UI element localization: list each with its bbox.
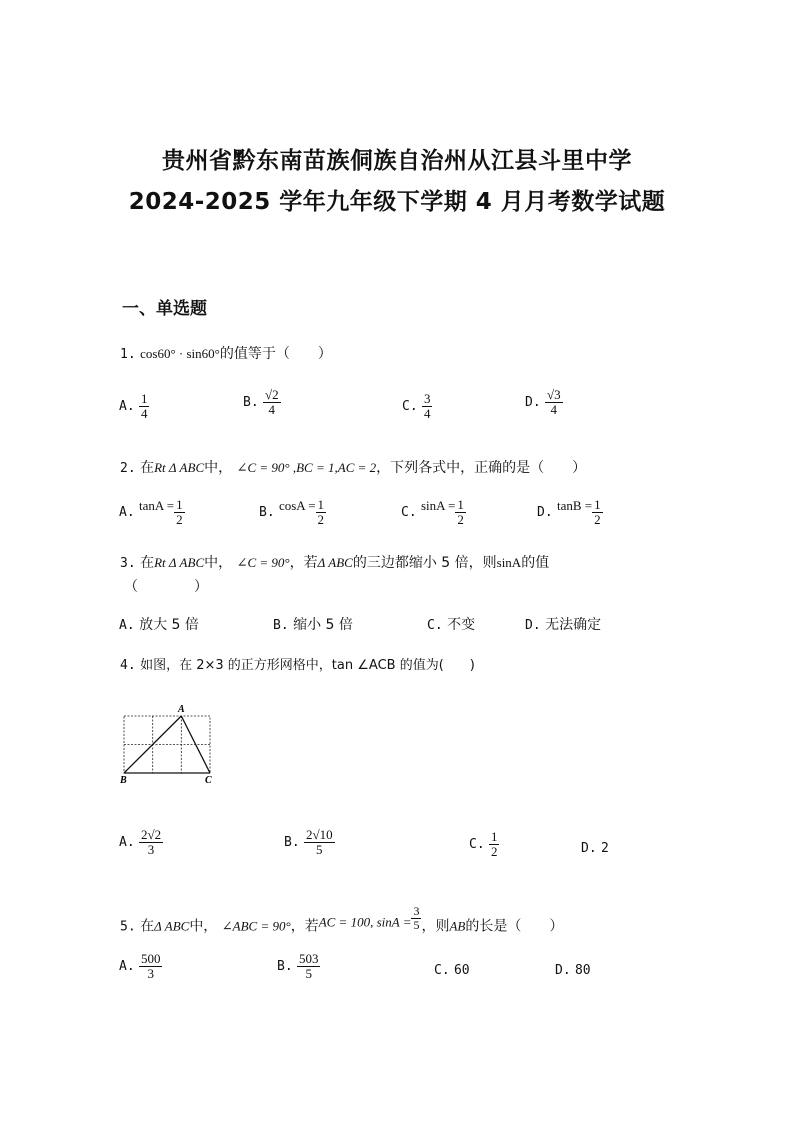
q5-text: 在: [140, 918, 155, 935]
fraction: $\frac{√3}{4}$: [546, 387, 561, 417]
q3-text: 中，: [204, 555, 233, 571]
q5-option-d[interactable]: [555, 962, 591, 978]
function-name: cosA =: [278, 498, 316, 514]
option-text: 2: [600, 841, 609, 856]
q3-text: ，若: [289, 555, 318, 571]
question-2: [120, 457, 586, 477]
option-label: B.: [277, 959, 293, 975]
q3-option-b[interactable]: [273, 614, 353, 634]
q3-function: sinA: [496, 555, 522, 570]
q4-text: 如图，在 2×3 的正方形网格中，tan ∠ACB 的值为( ): [140, 658, 475, 673]
q2-option-b[interactable]: [259, 498, 326, 526]
option-text: 不变: [447, 617, 476, 633]
q2-option-c[interactable]: [401, 498, 466, 526]
option-label: C.: [427, 618, 443, 633]
fraction: $\frac{503}{5}$: [298, 951, 319, 981]
q1-option-b[interactable]: [243, 388, 281, 416]
q2-text: ，下列各式中，正确的是（ ）: [376, 460, 587, 476]
q2-condition: ∠C = 90° ,BC = 1,AC = 2: [236, 460, 377, 475]
fraction: $\frac{2√2}{3}$: [140, 827, 162, 857]
option-label: A.: [119, 399, 135, 415]
q1-option-d[interactable]: [525, 388, 563, 416]
option-label: C.: [401, 505, 417, 521]
option-label: B.: [259, 505, 275, 521]
q5-option-c[interactable]: [434, 962, 470, 978]
vertex-b-label: B: [120, 775, 127, 786]
function-name: tanA =: [138, 498, 175, 514]
q5-condition: ∠ABC = 90°: [221, 918, 291, 934]
option-label: D.: [525, 395, 541, 411]
q2-number: 2.: [120, 461, 136, 476]
function-name: tanB =: [556, 498, 593, 514]
q5-given: AC = 100, sinA =: [318, 914, 412, 930]
option-label: D.: [555, 963, 571, 978]
option-text: 放大 5 倍: [139, 617, 199, 633]
q4-option-d[interactable]: [581, 840, 609, 856]
option-label: A.: [119, 835, 135, 851]
fraction: $\frac{3}{4}$: [423, 391, 431, 421]
option-text: 60: [453, 963, 470, 978]
q3-option-c[interactable]: [427, 614, 475, 634]
q1-expression: cos60° · sin60°: [140, 346, 220, 361]
option-label: A.: [119, 618, 135, 633]
exam-title-line1: 贵州省黔东南苗族侗族自治州从江县斗里中学: [162, 148, 632, 174]
q5-triangle: Δ ABC: [154, 918, 190, 934]
q5-text: ，则: [421, 918, 450, 935]
fraction: $\frac{1}{2}$: [317, 497, 325, 527]
option-label: D.: [537, 505, 553, 521]
q1-text: 的值等于（ ）: [219, 346, 332, 362]
question-1: [120, 343, 332, 363]
q1-number: 1.: [120, 347, 136, 362]
q3-triangle: Rt Δ ABC: [154, 555, 205, 570]
q3-text: 的值: [521, 555, 550, 571]
fraction: $\frac{1}{4}$: [140, 391, 148, 421]
question-3: [120, 552, 549, 572]
option-label: C.: [469, 837, 485, 853]
q3-text: 在: [140, 555, 155, 571]
q3-option-d[interactable]: [525, 614, 601, 634]
q5-option-b[interactable]: [277, 952, 320, 980]
option-label: B.: [284, 835, 300, 851]
option-label: D.: [581, 841, 597, 856]
q3-text: 的三边都缩小 5 倍，则: [352, 555, 497, 571]
q1-option-c[interactable]: [402, 392, 432, 420]
fraction: $\frac{1}{2}$: [176, 497, 183, 527]
vertex-c-label: C: [205, 775, 212, 786]
fraction: $\frac{2√10}{5}$: [305, 827, 333, 857]
q5-number: 5.: [120, 919, 136, 935]
q5-option-a[interactable]: [119, 952, 162, 980]
q5-segment: AB: [449, 918, 466, 934]
fraction: $\frac{√2}{4}$: [264, 387, 279, 417]
option-text: 缩小 5 倍: [293, 617, 353, 633]
q2-text: 中，: [204, 460, 233, 476]
q2-option-a[interactable]: [119, 498, 185, 526]
option-label: A.: [119, 505, 135, 521]
grid-triangle-figure: [118, 702, 218, 786]
option-label: B.: [273, 618, 289, 633]
fraction: $\frac{500}{3}$: [140, 951, 161, 981]
q3-option-a[interactable]: [119, 614, 199, 634]
vertex-a-label: A: [178, 704, 185, 715]
fraction: $\frac{3}{5}$: [413, 904, 420, 932]
q3-answer-blank: （ ）: [124, 579, 208, 595]
option-label: B.: [243, 395, 259, 411]
option-label: C.: [402, 399, 418, 415]
q3-condition: ∠C = 90°: [236, 555, 290, 570]
q3-triangle: Δ ABC: [317, 555, 353, 570]
exam-title-line2: 2024-2025 学年九年级下学期 4 月月考数学试题: [128, 189, 666, 215]
function-name: sinA =: [420, 498, 456, 514]
q2-option-d[interactable]: [537, 498, 603, 526]
q5-text: 的长是（ ）: [465, 918, 564, 935]
q1-option-a[interactable]: [119, 392, 149, 420]
section-heading: 一、单选题: [122, 299, 207, 319]
q3-number: 3.: [120, 556, 136, 571]
q5-text: ，若: [290, 918, 319, 935]
option-text: 无法确定: [545, 617, 602, 633]
option-label: C.: [434, 963, 450, 978]
q2-text: 在: [140, 460, 155, 476]
option-label: A.: [119, 959, 135, 975]
question-4: [120, 654, 475, 673]
q4-option-c[interactable]: [469, 830, 499, 858]
q2-triangle: Rt Δ ABC: [154, 460, 205, 475]
option-text: 80: [574, 963, 591, 978]
q5-text: 中，: [189, 918, 218, 935]
fraction: $\frac{1}{2}$: [457, 497, 464, 527]
question-5: [120, 905, 563, 936]
fraction: $\frac{1}{2}$: [490, 829, 498, 859]
fraction: $\frac{1}{2}$: [594, 497, 601, 527]
option-label: D.: [525, 618, 541, 633]
q4-option-b[interactable]: [284, 828, 335, 856]
q4-option-a[interactable]: [119, 828, 163, 856]
q4-number: 4.: [120, 658, 136, 673]
